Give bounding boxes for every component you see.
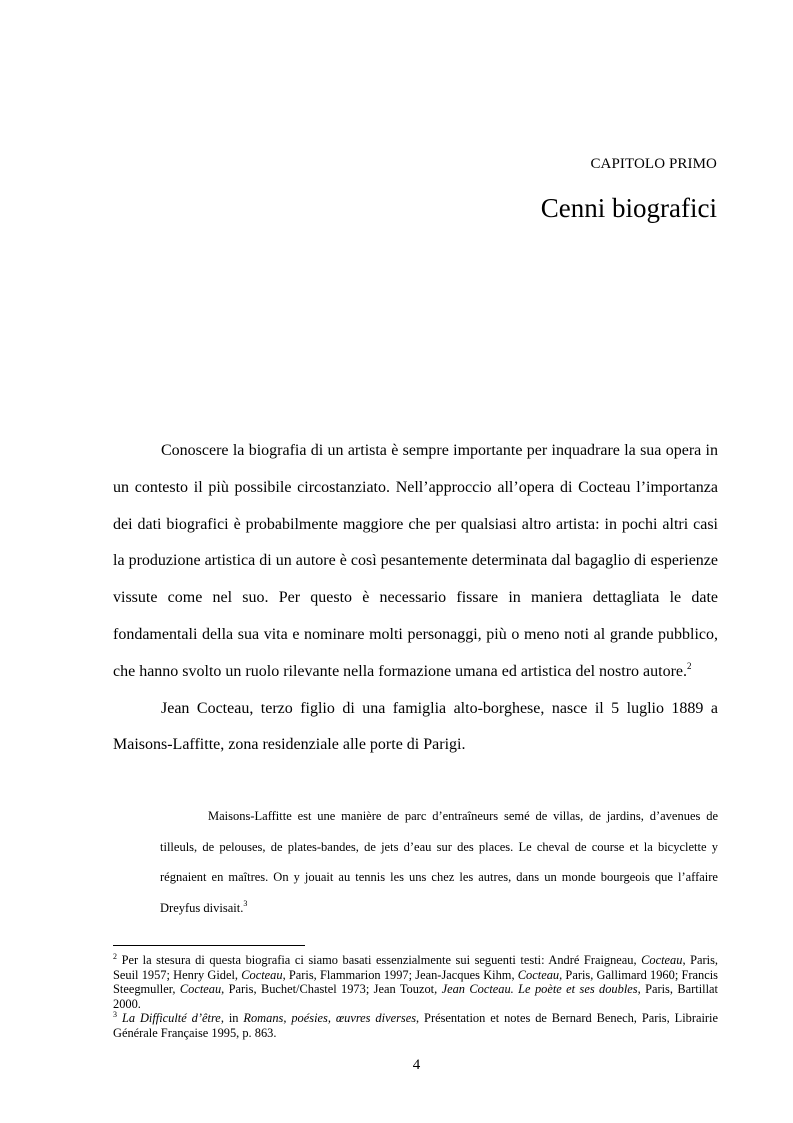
chapter-title: Cenni biografici xyxy=(540,193,717,223)
footnote-separator xyxy=(113,945,305,946)
footnote-3 xyxy=(113,1011,718,1040)
paragraph-1 xyxy=(113,433,718,691)
footnote-number: 2 xyxy=(113,952,117,961)
chapter-label: CAPITOLO PRIMO xyxy=(590,156,717,172)
italic-title: Jean Cocteau. Le poète et ses doubles xyxy=(441,982,638,997)
italic-title: Cocteau xyxy=(641,953,683,967)
footnote-ref-3[interactable]: 3 xyxy=(243,898,248,908)
body-text xyxy=(113,433,718,764)
italic-title: Cocteau xyxy=(517,967,560,982)
footnote-number: 3 xyxy=(113,1010,117,1020)
italic-title: Cocteau xyxy=(241,967,283,982)
paragraph-2 xyxy=(113,691,718,765)
italic-title: Romans, poésies, œuvres diverses xyxy=(243,1011,417,1026)
paragraph-2-text: Jean Cocteau, terzo figlio di una famiglia alto-borghese, nasce il 5 luglio 1889 a Maisons-Laffitte, zona residenziale alle porte di Parigi. xyxy=(113,699,718,754)
footnotes xyxy=(113,953,718,1041)
footnote-3-text: La Difficulté d’être, in Romans, poésies, œuvres diverses, Présentation et notes de Bernard Benech, Paris, Librairie Générale Française 1995, p. 863. xyxy=(113,1011,718,1040)
italic-title: Cocteau xyxy=(179,982,222,997)
paragraph-1-text: Conoscere la biografia di un artista è sempre importante per inquadrare la sua opera in un contesto il più possibile circostanziato. Nell’approccio all’opera di Cocteau l’importanza dei dati biografici è probabilmente maggiore che per qualsiasi altro artista: in pochi altri casi la produzione artistica di un autore è così pesantemente determinata dal bagaglio di esperienze vissute come nel suo. Per questo è necessario fissare in maniera dettagliata le date fondamentali della sua vita e nominare molti personaggi, più o meno noti al grande pubblico, che hanno svolto un ruolo rilevante nella formazione umana ed artistica del nostro autore. xyxy=(113,442,718,680)
block-quote-text: Maisons-Laffitte est une manière de parc d’entraîneurs semé de villas, de jardins, d’avenues de tilleuls, de pelouses, de plates-bandes, de jets d’eau sur des places. Le cheval de course et la bicyclette y régnaient en maîtres. On y jouait au tennis les uns chez les autres, dans un monde bourgeois que l’affaire Dreyfus divisait. xyxy=(160,809,718,915)
footnote-2-text: Per la stesura di questa biografia ci siamo basati essenzialmente sui seguenti testi: André Fraigneau, Cocteau, Paris, Seuil 1957; Henry Gidel, Cocteau, Paris, Flammarion 1997; Jean-Jacques Kihm, Cocteau, Paris, Gallimard 1960; Francis Steegmuller, Cocteau, Paris, Buchet/Chastel 1973; Jean Touzot, Jean Cocteau. Le poète et ses doubles, Paris, Bartillat 2000. xyxy=(113,953,718,1011)
footnote-ref-2[interactable]: 2 xyxy=(687,660,692,671)
italic-title: La Difficulté d’être xyxy=(121,1011,221,1026)
page-number: 4 xyxy=(412,1057,421,1073)
footnote-2 xyxy=(113,953,718,1011)
block-quote xyxy=(160,801,718,923)
